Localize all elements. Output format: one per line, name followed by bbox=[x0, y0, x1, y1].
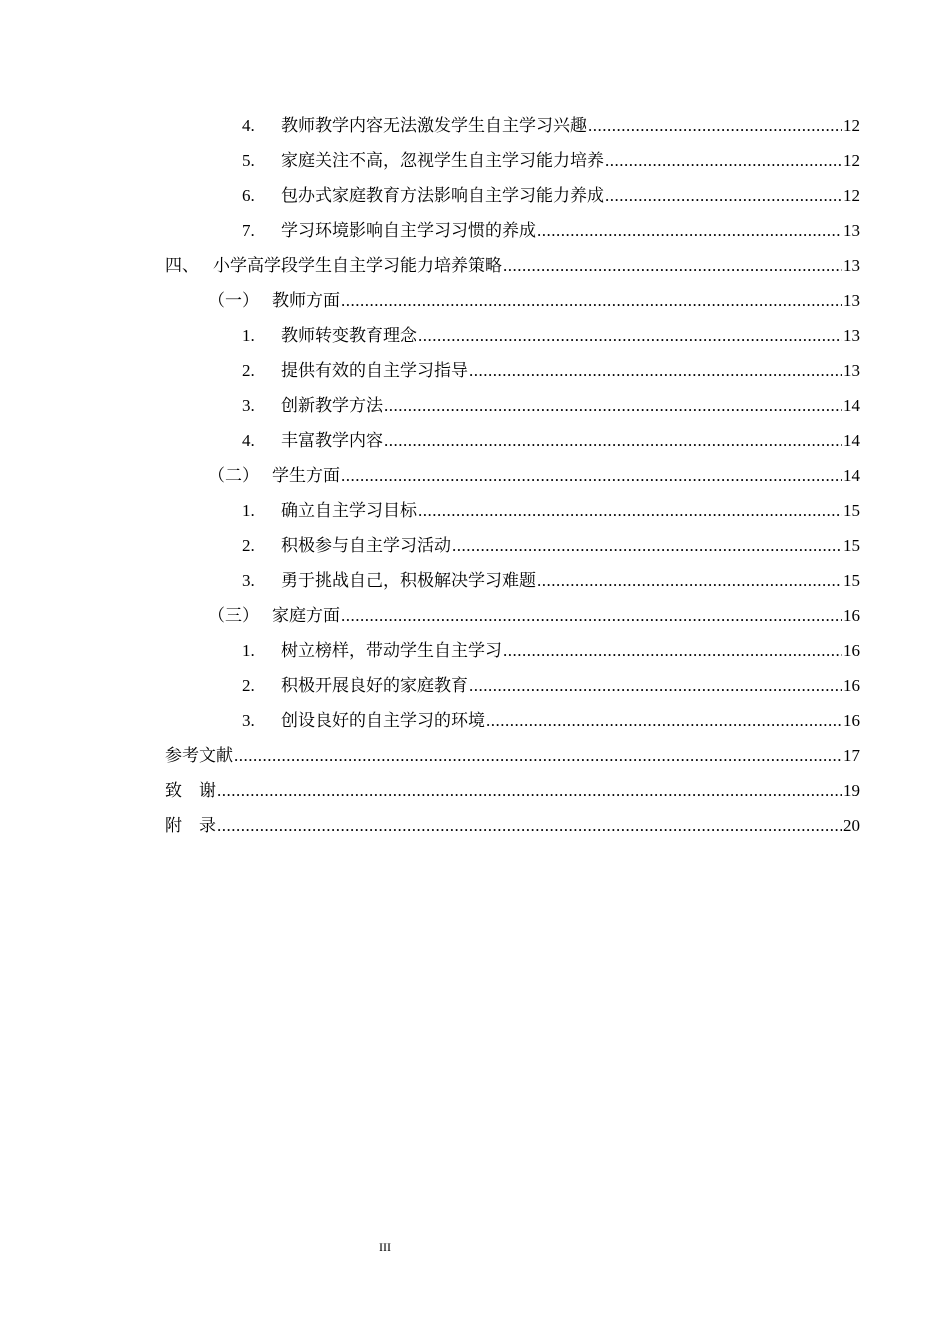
dot-leader bbox=[503, 633, 842, 668]
toc-entry-title: 确立自主学习目标 bbox=[281, 501, 417, 521]
dot-leader bbox=[418, 318, 842, 353]
dot-leader bbox=[384, 388, 842, 423]
toc-entry-chapter[interactable] bbox=[165, 248, 860, 283]
toc-entry-page: 12 bbox=[843, 151, 860, 170]
toc-entry-page: 12 bbox=[843, 116, 860, 135]
toc-entry-title: 附 录 bbox=[165, 816, 216, 836]
dot-leader bbox=[537, 213, 842, 248]
dot-leader bbox=[452, 528, 842, 563]
toc-entry-title: 教师转变教育理念 bbox=[281, 326, 417, 346]
toc-entry-page: 16 bbox=[843, 676, 860, 695]
toc-entry-page: 14 bbox=[843, 466, 860, 485]
dot-leader bbox=[217, 773, 842, 808]
toc-entry-number: 2. bbox=[242, 676, 255, 695]
toc-entry-section[interactable] bbox=[208, 283, 860, 318]
toc-entry-title: 学习环境影响自主学习习惯的养成 bbox=[281, 221, 536, 241]
dot-leader bbox=[503, 248, 842, 283]
toc-entry-title: 家庭关注不高，忽视学生自主学习能力培养 bbox=[281, 151, 604, 171]
dot-leader bbox=[469, 668, 842, 703]
toc-entry-title: 学生方面 bbox=[272, 466, 340, 486]
toc-entry-number: 1. bbox=[242, 501, 255, 520]
dot-leader bbox=[469, 353, 842, 388]
toc-entry-page: 12 bbox=[843, 186, 860, 205]
toc-entry-title: 教师教学内容无法激发学生自主学习兴趣 bbox=[281, 116, 587, 136]
toc-entry-page: 13 bbox=[843, 326, 860, 345]
toc-entry-title: 教师方面 bbox=[272, 291, 340, 311]
toc-entry[interactable] bbox=[242, 703, 860, 738]
toc-entry-acknowledgements[interactable] bbox=[165, 773, 860, 808]
dot-leader bbox=[605, 143, 842, 178]
toc-entry-number: 2. bbox=[242, 361, 255, 380]
toc-entry-number: 四、 bbox=[165, 256, 199, 276]
toc-entry-page: 16 bbox=[843, 711, 860, 730]
toc-entry[interactable] bbox=[242, 143, 860, 178]
toc-entry-title: 家庭方面 bbox=[272, 606, 340, 626]
toc-entry[interactable] bbox=[242, 563, 860, 598]
toc-entry[interactable] bbox=[242, 178, 860, 213]
toc-entry-title: 参考文献 bbox=[165, 746, 233, 766]
toc-entry-page: 17 bbox=[843, 746, 860, 765]
toc-entry-title: 创设良好的自主学习的环境 bbox=[281, 711, 485, 731]
toc-entry[interactable] bbox=[242, 633, 860, 668]
toc-entry-number: 4. bbox=[242, 431, 255, 450]
toc-entry-number: 2. bbox=[242, 536, 255, 555]
toc-entry-number: 3. bbox=[242, 571, 255, 590]
toc-entry-number: 3. bbox=[242, 396, 255, 415]
toc-entry-number: 1. bbox=[242, 326, 255, 345]
toc-entry-number: 3. bbox=[242, 711, 255, 730]
toc-entry-number: 4. bbox=[242, 116, 255, 135]
toc-entry[interactable] bbox=[242, 388, 860, 423]
toc-entry[interactable] bbox=[242, 423, 860, 458]
toc-entry[interactable] bbox=[242, 528, 860, 563]
dot-leader bbox=[234, 738, 842, 773]
toc-entry[interactable] bbox=[242, 493, 860, 528]
toc-entry-page: 13 bbox=[843, 256, 860, 275]
toc-entry[interactable] bbox=[242, 213, 860, 248]
dot-leader bbox=[341, 458, 842, 493]
toc-entry-title: 树立榜样，带动学生自主学习 bbox=[281, 641, 502, 661]
dot-leader bbox=[418, 493, 842, 528]
page-number: III bbox=[379, 1240, 391, 1254]
toc-entry-section[interactable] bbox=[208, 458, 860, 493]
toc-entry-title: 创新教学方法 bbox=[281, 396, 383, 416]
dot-leader bbox=[486, 703, 842, 738]
toc-entry-number: （二） bbox=[208, 466, 259, 486]
toc-entry-title: 积极参与自主学习活动 bbox=[281, 536, 451, 556]
toc-entry-number: 1. bbox=[242, 641, 255, 660]
toc-entry-page: 19 bbox=[843, 781, 860, 800]
toc-entry-references[interactable] bbox=[165, 738, 860, 773]
toc-entry-number: 5. bbox=[242, 151, 255, 170]
toc-entry-title: 提供有效的自主学习指导 bbox=[281, 361, 468, 381]
toc-entry-page: 20 bbox=[843, 816, 860, 835]
dot-leader bbox=[384, 423, 842, 458]
dot-leader bbox=[605, 178, 842, 213]
dot-leader bbox=[341, 598, 842, 633]
toc-entry-page: 13 bbox=[843, 221, 860, 240]
toc-entry-page: 14 bbox=[843, 396, 860, 415]
toc-entry-number: （一） bbox=[208, 291, 259, 311]
toc-entry-title: 致 谢 bbox=[165, 781, 216, 801]
toc-entry-title: 包办式家庭教育方法影响自主学习能力养成 bbox=[281, 186, 604, 206]
toc-entry[interactable] bbox=[242, 668, 860, 703]
toc-entry[interactable] bbox=[242, 108, 860, 143]
toc-entry-title: 小学高学段学生自主学习能力培养策略 bbox=[213, 256, 502, 276]
toc-entry-appendix[interactable] bbox=[165, 808, 860, 843]
toc-entry-number: 6. bbox=[242, 186, 255, 205]
toc-entry-page: 13 bbox=[843, 291, 860, 310]
dot-leader bbox=[588, 108, 842, 143]
toc-entry-title: 勇于挑战自己，积极解决学习难题 bbox=[281, 571, 536, 591]
toc-entry-number: 7. bbox=[242, 221, 255, 240]
toc-entry-page: 15 bbox=[843, 501, 860, 520]
toc-entry-title: 积极开展良好的家庭教育 bbox=[281, 676, 468, 696]
toc-entry-page: 16 bbox=[843, 606, 860, 625]
toc-entry-page: 13 bbox=[843, 361, 860, 380]
toc-entry-page: 14 bbox=[843, 431, 860, 450]
toc-entry[interactable] bbox=[242, 318, 860, 353]
toc-entry-page: 15 bbox=[843, 571, 860, 590]
toc-entry-section[interactable] bbox=[208, 598, 860, 633]
toc-entry-title: 丰富教学内容 bbox=[281, 431, 383, 451]
toc-entry-page: 15 bbox=[843, 536, 860, 555]
toc-entry-number: （三） bbox=[208, 606, 259, 626]
dot-leader bbox=[341, 283, 842, 318]
dot-leader bbox=[537, 563, 842, 598]
toc-entry[interactable] bbox=[242, 353, 860, 388]
dot-leader bbox=[217, 808, 842, 843]
toc-entry-page: 16 bbox=[843, 641, 860, 660]
